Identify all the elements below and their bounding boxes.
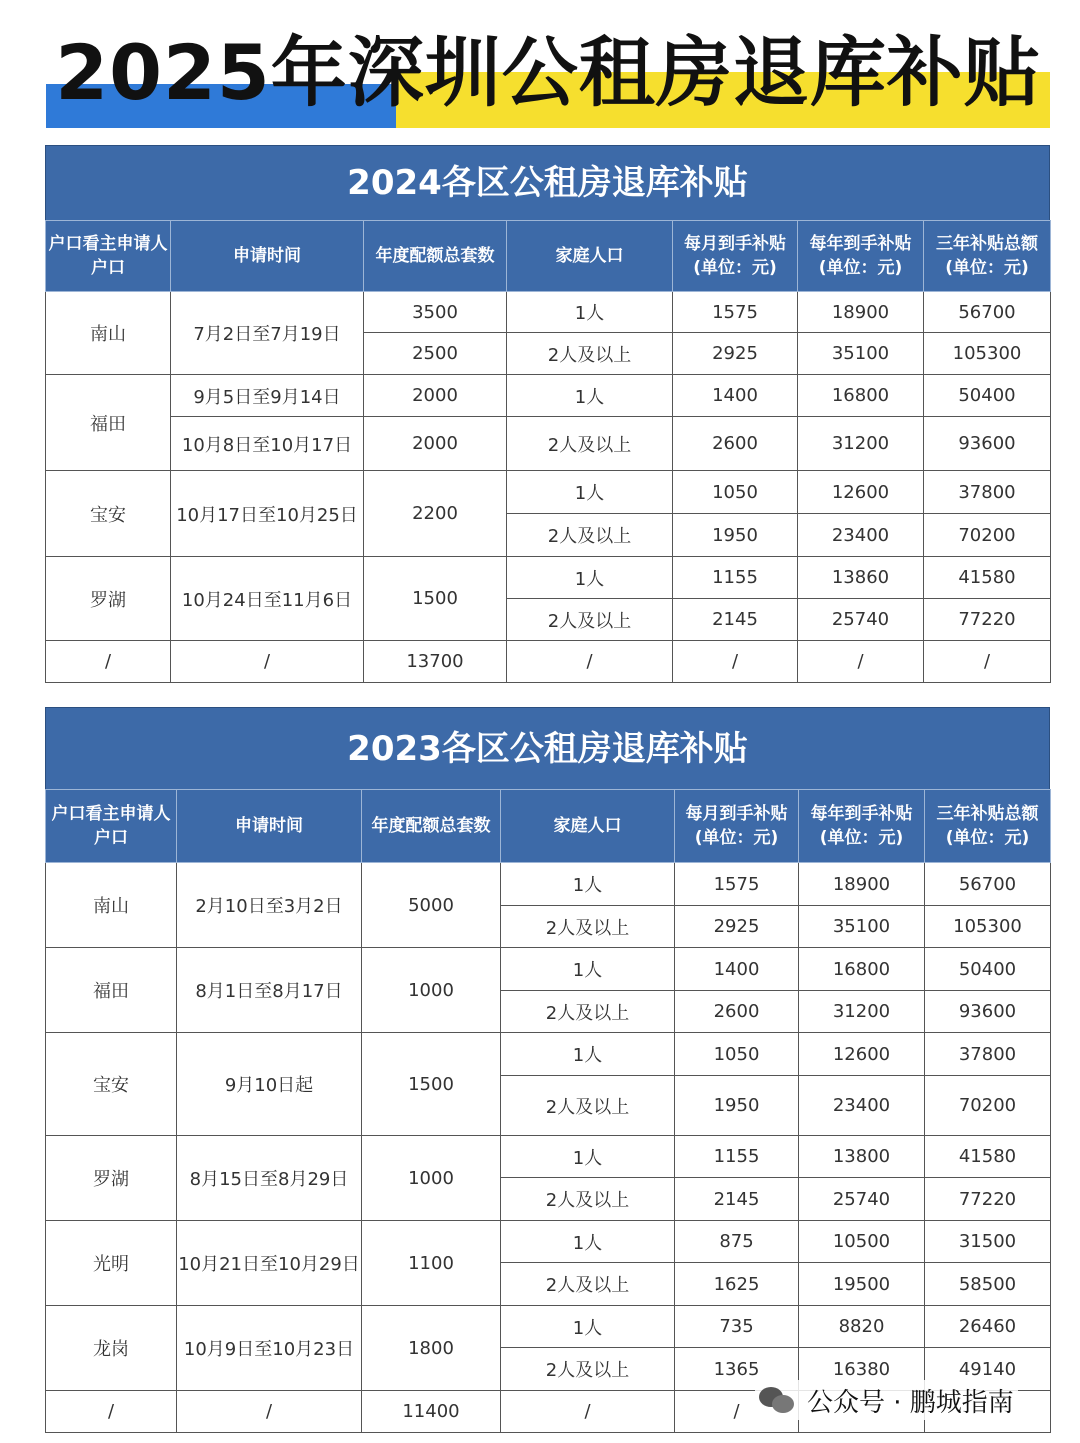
cell-monthly: 1625 bbox=[675, 1263, 799, 1306]
cell-family: 1人 bbox=[501, 948, 675, 991]
cell-monthly: 2600 bbox=[675, 991, 799, 1033]
cell-district: 福田 bbox=[46, 375, 171, 471]
page-title: 2025年深圳公租房退库补贴 bbox=[55, 28, 1041, 117]
cell-yearly: 23400 bbox=[799, 1076, 925, 1136]
cell-date: 10月24日至11月6日 bbox=[171, 557, 364, 641]
cell-three-year: 41580 bbox=[924, 557, 1051, 599]
cell-date: 9月10日起 bbox=[177, 1033, 362, 1136]
cell-quota: 1100 bbox=[362, 1221, 501, 1306]
cell-three-year: 70200 bbox=[925, 1076, 1051, 1136]
cell-date: 10月8日至10月17日 bbox=[171, 417, 364, 471]
cell-date: 2月10日至3月2日 bbox=[177, 863, 362, 948]
cell-three-year: 26460 bbox=[925, 1306, 1051, 1348]
header-date: 申请时间 bbox=[171, 221, 364, 292]
table-2024-grid bbox=[45, 220, 1051, 683]
cell-family: 2人及以上 bbox=[501, 991, 675, 1033]
cell-family: / bbox=[507, 641, 673, 683]
cell-family: 2人及以上 bbox=[501, 1263, 675, 1306]
cell-yearly: 8820 bbox=[799, 1306, 925, 1348]
table-row bbox=[46, 1136, 1051, 1178]
table-2023-header-row bbox=[46, 790, 1051, 863]
title-banner bbox=[46, 30, 1050, 128]
header-yearly: 每年到手补贴(单位：元) bbox=[799, 790, 925, 863]
cell-yearly: 18900 bbox=[799, 863, 925, 906]
cell-yearly: / bbox=[798, 641, 924, 683]
cell-district: 宝安 bbox=[46, 471, 171, 557]
cell-monthly: 1575 bbox=[673, 292, 798, 333]
table-2023 bbox=[45, 707, 1050, 1435]
cell-three-year: 37800 bbox=[924, 471, 1051, 514]
cell-quota: 1500 bbox=[362, 1033, 501, 1136]
cell-monthly: / bbox=[673, 641, 798, 683]
table-2023-grid bbox=[45, 789, 1051, 1433]
cell-three-year: 105300 bbox=[925, 906, 1051, 948]
table-row bbox=[46, 471, 1051, 514]
table-2024-header-row bbox=[46, 221, 1051, 292]
cell-district: 南山 bbox=[46, 292, 171, 375]
cell-date: 10月17日至10月25日 bbox=[171, 471, 364, 557]
cell-date: 9月5日至9月14日 bbox=[171, 375, 364, 417]
cell-district: 罗湖 bbox=[46, 1136, 177, 1221]
cell-family: 2人及以上 bbox=[501, 1178, 675, 1221]
cell-family: 1人 bbox=[507, 375, 673, 417]
table-row bbox=[46, 1306, 1051, 1348]
cell-monthly: 875 bbox=[675, 1221, 799, 1263]
cell-district: 福田 bbox=[46, 948, 177, 1033]
cell-yearly: 13800 bbox=[799, 1136, 925, 1178]
cell-three-year: 50400 bbox=[924, 375, 1051, 417]
cell-three-year: 70200 bbox=[924, 514, 1051, 557]
cell-family: 1人 bbox=[501, 1306, 675, 1348]
cell-date: / bbox=[171, 641, 364, 683]
header-family: 家庭人口 bbox=[507, 221, 673, 292]
cell-yearly: 10500 bbox=[799, 1221, 925, 1263]
table-row bbox=[46, 1033, 1051, 1076]
cell-quota: 1000 bbox=[362, 948, 501, 1033]
header-monthly: 每月到手补贴(单位：元) bbox=[675, 790, 799, 863]
cell-yearly: 25740 bbox=[799, 1178, 925, 1221]
cell-district: / bbox=[46, 641, 171, 683]
cell-yearly: 31200 bbox=[799, 991, 925, 1033]
cell-monthly: 1050 bbox=[673, 471, 798, 514]
cell-three-year: 49140 bbox=[925, 1348, 1051, 1391]
cell-monthly: 2600 bbox=[673, 417, 798, 471]
table-2023-title: 2023各区公租房退库补贴 bbox=[45, 707, 1050, 789]
cell-family: 2人及以上 bbox=[507, 333, 673, 375]
cell-three-year: 105300 bbox=[924, 333, 1051, 375]
cell-district: 南山 bbox=[46, 863, 177, 948]
cell-monthly: 1575 bbox=[675, 863, 799, 906]
cell-district: 宝安 bbox=[46, 1033, 177, 1136]
cell-family: 1人 bbox=[501, 1221, 675, 1263]
table-row bbox=[46, 863, 1051, 906]
cell-district: 罗湖 bbox=[46, 557, 171, 641]
cell-three-year: 58500 bbox=[925, 1263, 1051, 1306]
cell-yearly: 13860 bbox=[798, 557, 924, 599]
cell-monthly: 1950 bbox=[675, 1076, 799, 1136]
cell-family: 2人及以上 bbox=[501, 906, 675, 948]
cell-date: 10月9日至10月23日 bbox=[177, 1306, 362, 1391]
cell-three-year: 77220 bbox=[925, 1178, 1051, 1221]
cell-quota: 3500 bbox=[364, 292, 507, 333]
wechat-icon bbox=[759, 1385, 797, 1415]
cell-yearly: 23400 bbox=[798, 514, 924, 557]
cell-monthly: 2925 bbox=[675, 906, 799, 948]
cell-monthly: 1400 bbox=[673, 375, 798, 417]
cell-family: 2人及以上 bbox=[507, 599, 673, 641]
cell-three-year: 31500 bbox=[925, 1221, 1051, 1263]
cell-quota: 11400 bbox=[362, 1391, 501, 1433]
table-row bbox=[46, 948, 1051, 991]
cell-family: / bbox=[501, 1391, 675, 1433]
header-hukou: 户口看主申请人户口 bbox=[46, 221, 171, 292]
cell-date: 8月15日至8月29日 bbox=[177, 1136, 362, 1221]
cell-three-year: 56700 bbox=[925, 863, 1051, 906]
cell-three-year: 93600 bbox=[924, 417, 1051, 471]
cell-district: 龙岗 bbox=[46, 1306, 177, 1391]
cell-yearly: 16800 bbox=[798, 375, 924, 417]
cell-monthly: 1050 bbox=[675, 1033, 799, 1076]
cell-three-year: 37800 bbox=[925, 1033, 1051, 1076]
cell-quota: 1000 bbox=[362, 1136, 501, 1221]
cell-district: 光明 bbox=[46, 1221, 177, 1306]
cell-three-year: 50400 bbox=[925, 948, 1051, 991]
table-row bbox=[46, 1221, 1051, 1263]
cell-monthly: / bbox=[675, 1391, 799, 1433]
cell-family: 1人 bbox=[507, 557, 673, 599]
cell-date: / bbox=[177, 1391, 362, 1433]
header-quota: 年度配额总套数 bbox=[364, 221, 507, 292]
table-2024 bbox=[45, 145, 1050, 681]
cell-yearly: 35100 bbox=[799, 906, 925, 948]
cell-three-year: 41580 bbox=[925, 1136, 1051, 1178]
cell-quota: 2200 bbox=[364, 471, 507, 557]
table-row bbox=[46, 375, 1051, 417]
cell-yearly: 12600 bbox=[798, 471, 924, 514]
cell-quota: 1800 bbox=[362, 1306, 501, 1391]
header-quota: 年度配额总套数 bbox=[362, 790, 501, 863]
cell-family: 1人 bbox=[501, 1033, 675, 1076]
header-three-year: 三年补贴总额(单位：元) bbox=[924, 221, 1051, 292]
cell-monthly: 1155 bbox=[675, 1136, 799, 1178]
cell-three-year: 93600 bbox=[925, 991, 1051, 1033]
cell-date: 8月1日至8月17日 bbox=[177, 948, 362, 1033]
cell-monthly: 2925 bbox=[673, 333, 798, 375]
cell-family: 1人 bbox=[501, 1136, 675, 1178]
table-row bbox=[46, 417, 1051, 471]
cell-family: 2人及以上 bbox=[507, 514, 673, 557]
cell-monthly: 1365 bbox=[675, 1348, 799, 1391]
cell-quota: 1500 bbox=[364, 557, 507, 641]
watermark-text: 公众号 · 鹏城指南 bbox=[807, 1387, 1014, 1418]
cell-family: 1人 bbox=[501, 863, 675, 906]
cell-family: 2人及以上 bbox=[507, 417, 673, 471]
table-row bbox=[46, 557, 1051, 599]
cell-date: 10月21日至10月29日 bbox=[177, 1221, 362, 1306]
header-yearly: 每年到手补贴(单位：元) bbox=[798, 221, 924, 292]
cell-family: 1人 bbox=[507, 292, 673, 333]
cell-monthly: 2145 bbox=[673, 599, 798, 641]
cell-monthly: 2145 bbox=[675, 1178, 799, 1221]
cell-yearly: 35100 bbox=[798, 333, 924, 375]
header-family: 家庭人口 bbox=[501, 790, 675, 863]
cell-three-year: 56700 bbox=[924, 292, 1051, 333]
cell-quota: 2000 bbox=[364, 417, 507, 471]
cell-yearly: 12600 bbox=[799, 1033, 925, 1076]
cell-quota: 2500 bbox=[364, 333, 507, 375]
cell-three-year: / bbox=[924, 641, 1051, 683]
cell-monthly: 735 bbox=[675, 1306, 799, 1348]
watermark bbox=[755, 1380, 1018, 1420]
cell-yearly: 16800 bbox=[799, 948, 925, 991]
cell-three-year: 77220 bbox=[924, 599, 1051, 641]
header-three-year: 三年补贴总额(单位：元) bbox=[925, 790, 1051, 863]
cell-yearly: 18900 bbox=[798, 292, 924, 333]
cell-yearly: 16380 bbox=[799, 1348, 925, 1391]
header-hukou: 户口看主申请人户口 bbox=[46, 790, 177, 863]
cell-family: 2人及以上 bbox=[501, 1076, 675, 1136]
cell-monthly: 1400 bbox=[675, 948, 799, 991]
cell-family: 2人及以上 bbox=[501, 1348, 675, 1391]
cell-yearly: 25740 bbox=[798, 599, 924, 641]
table-total-row bbox=[46, 641, 1051, 683]
cell-family: 1人 bbox=[507, 471, 673, 514]
cell-quota: 13700 bbox=[364, 641, 507, 683]
cell-yearly: 31200 bbox=[798, 417, 924, 471]
cell-monthly: 1155 bbox=[673, 557, 798, 599]
cell-quota: 5000 bbox=[362, 863, 501, 948]
table-2024-title: 2024各区公租房退库补贴 bbox=[45, 145, 1050, 220]
header-monthly: 每月到手补贴(单位：元) bbox=[673, 221, 798, 292]
cell-date: 7月2日至7月19日 bbox=[171, 292, 364, 375]
cell-quota: 2000 bbox=[364, 375, 507, 417]
cell-district: / bbox=[46, 1391, 177, 1433]
cell-yearly: 19500 bbox=[799, 1263, 925, 1306]
cell-monthly: 1950 bbox=[673, 514, 798, 557]
table-row bbox=[46, 292, 1051, 333]
header-date: 申请时间 bbox=[177, 790, 362, 863]
